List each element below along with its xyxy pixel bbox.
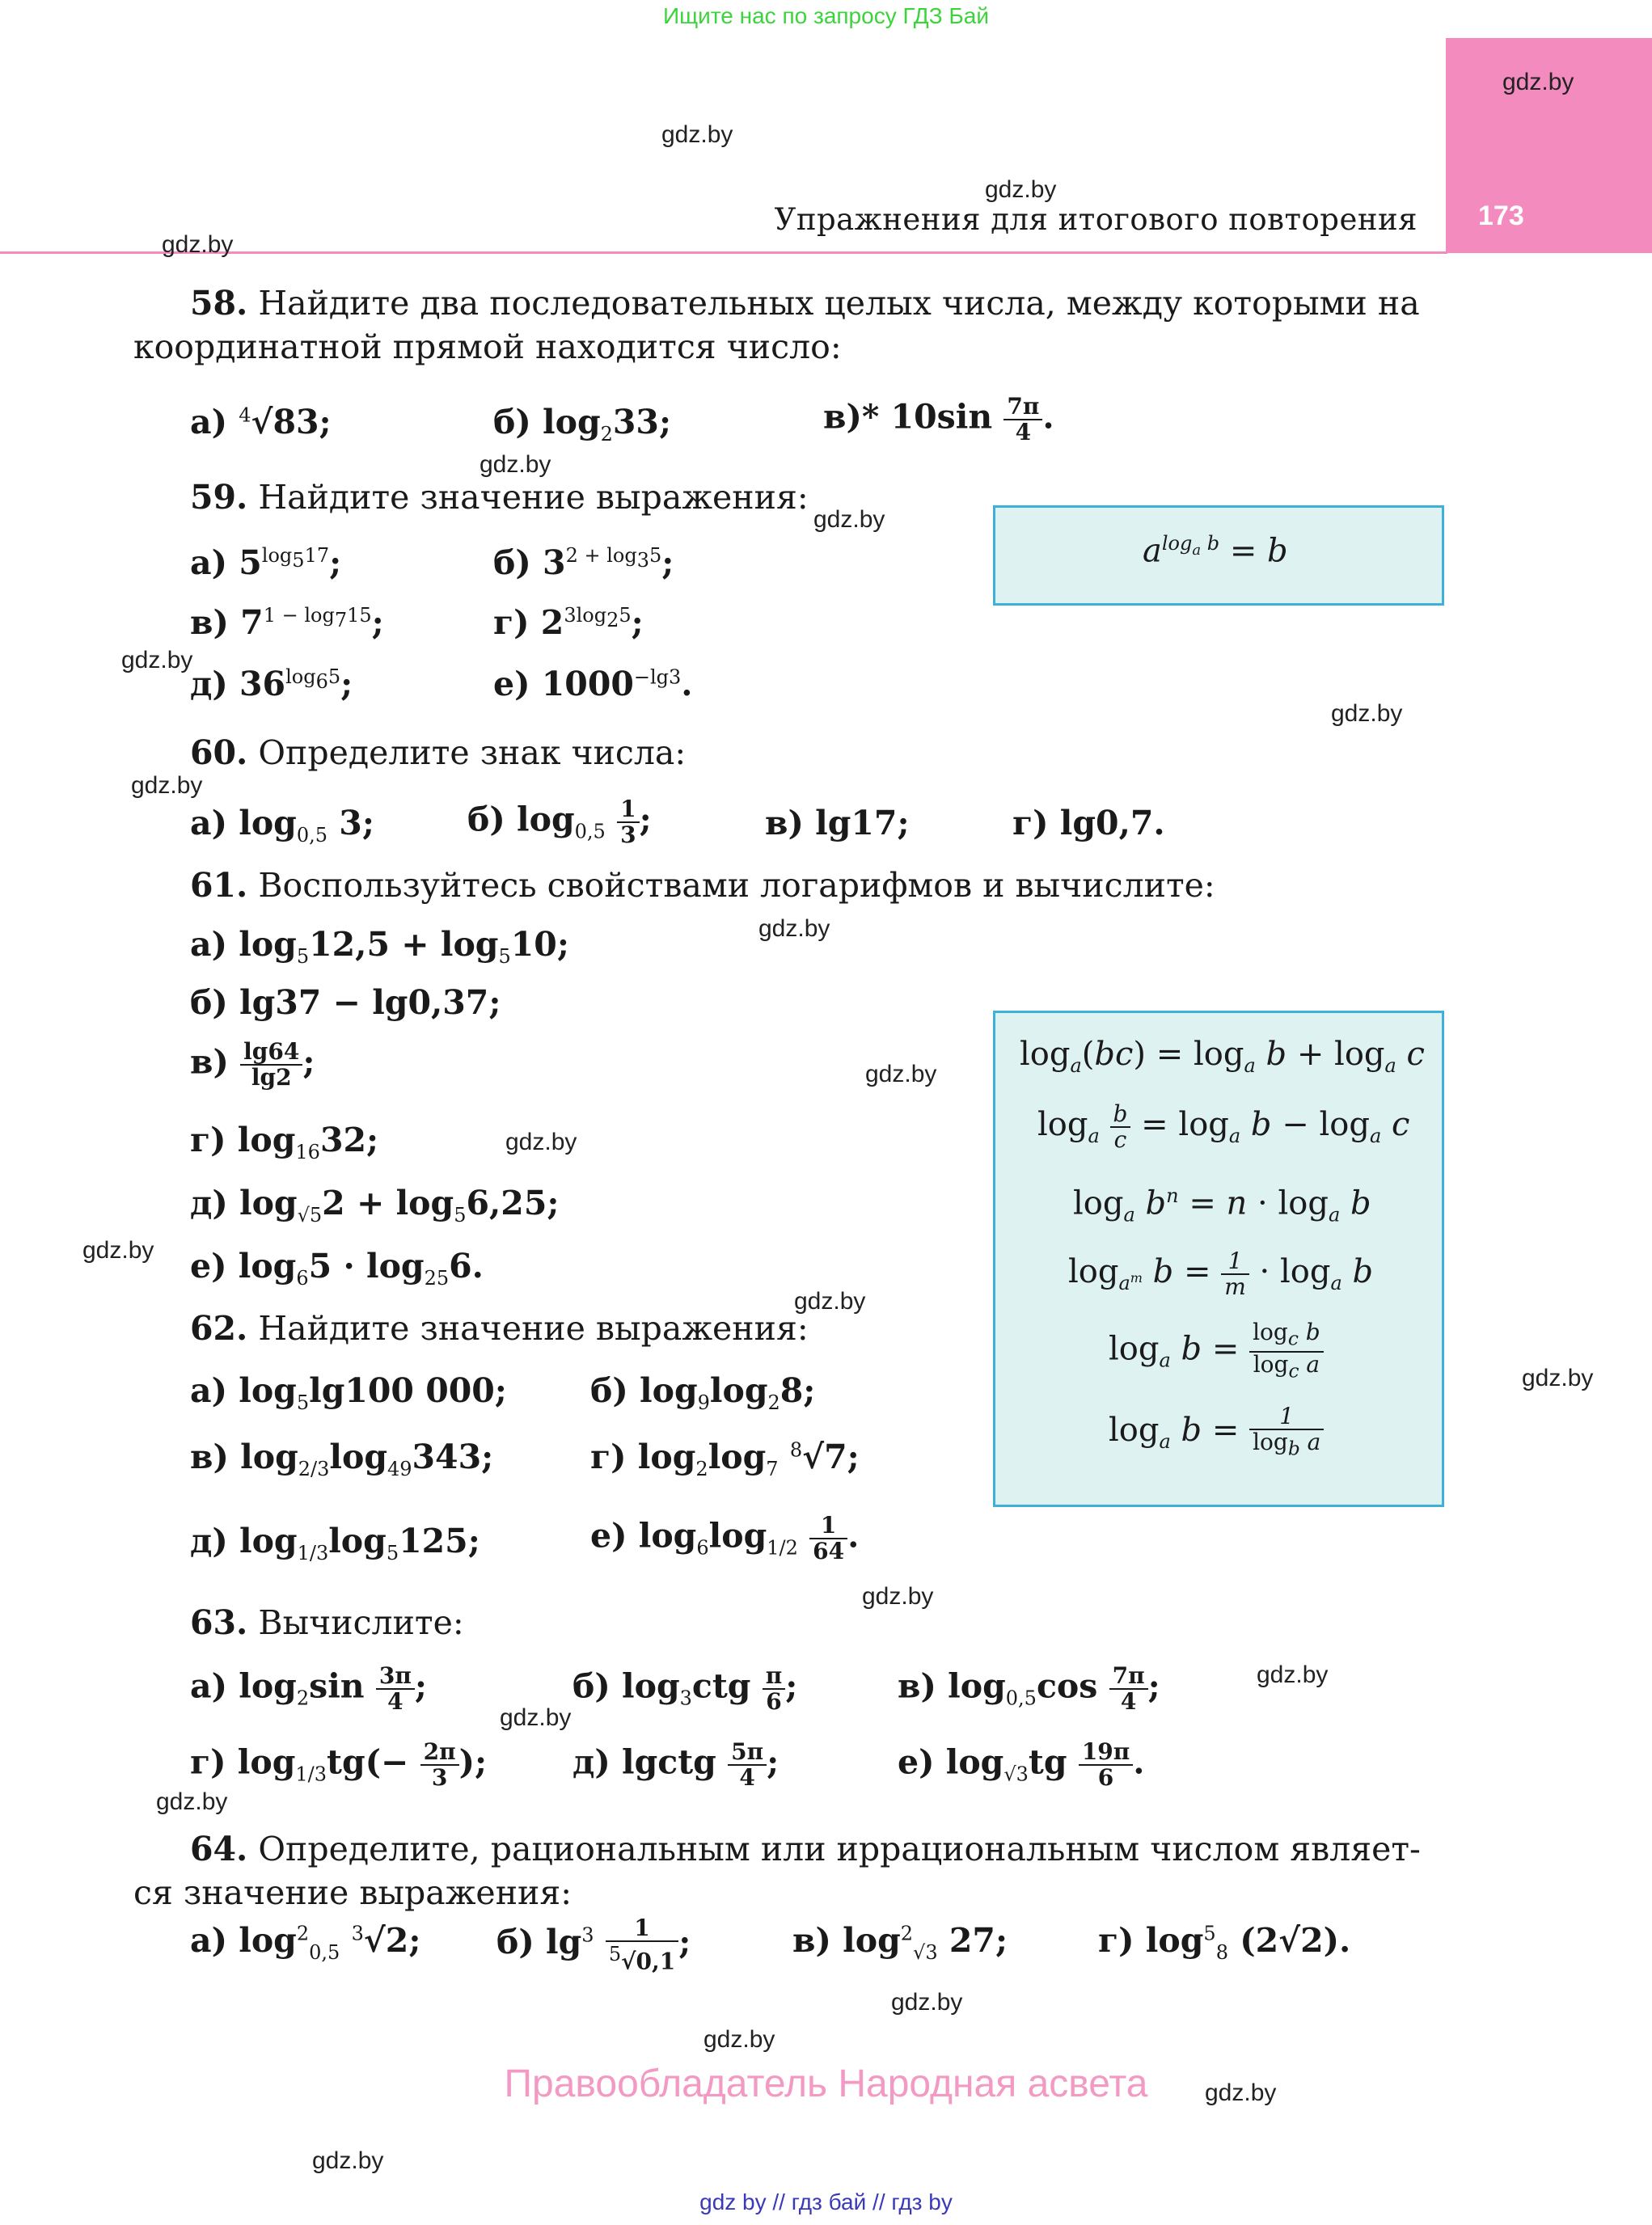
ex63-d: д) lgctg $\frac{5\pi}{4}$ ; (572, 1738, 780, 1791)
watermark: gdz.by (156, 1788, 228, 1815)
ex62-text: Найдите значение выражения: (258, 1309, 809, 1348)
ex59-e: е) $1000^{-lg3}$. (493, 665, 693, 703)
ex59-g: г) $2^{3log_25}$; (493, 603, 644, 642)
ex59-a: а) $5^{log_517}$; (190, 543, 342, 582)
ex62-g: г) $\log_2\log_7$ $^8$√7; (590, 1438, 860, 1481)
ex61-e: е) $\log_65 \cdot \log_{25}6$. (190, 1247, 484, 1290)
ex61-heading (190, 863, 1215, 907)
ex64-line1 (190, 1827, 1421, 1871)
watermark: gdz.by (1205, 2079, 1277, 2106)
ex59-text: Найдите значение выражения: (258, 478, 809, 517)
property-change-base: $\log_a b$ = $\frac{\log_c b}{\log_c a}$ (1109, 1320, 1324, 1383)
watermark: gdz.by (121, 647, 193, 673)
watermark: gdz.by (985, 176, 1057, 203)
ex62-d: д) $\log_{1/3}\log_5125$; (190, 1522, 480, 1565)
ex61-d: д) $\log_{√5}2 + \log_56,25$; (190, 1184, 560, 1227)
ex64-line2: ся значение выражения: (133, 1873, 572, 1912)
watermark: gdz.by (1257, 1661, 1329, 1688)
ex59-d: д) $36^{log_65}$; (190, 665, 353, 703)
property-power: $\log_a b^n = n \cdot \log_a b$ (1073, 1184, 1371, 1226)
ex59-heading (190, 475, 809, 519)
ex63-number: 63. (190, 1603, 248, 1642)
watermark: gdz.by (312, 2147, 384, 2174)
ex58-a: а) $^4$√83; (190, 403, 332, 441)
watermark: gdz.by (82, 1237, 154, 1264)
ex63-b: б) $\log_3ctg$ $\frac{\pi}{6}$ ; (572, 1662, 798, 1715)
ex64-text: Определите, рациональным или иррациональным числом являет- (258, 1830, 1421, 1868)
ex64-number: 64. (190, 1830, 248, 1868)
ex60-b: б) $\log_{0,5}$ $\frac{1}{3}$ ; (467, 796, 652, 848)
copyright-notice: Правообладатель Народная асвета (504, 2062, 1148, 2105)
ex60-number: 60. (190, 733, 248, 772)
ex63-g: г) $\log_{1/3}tg(-$ $\frac{2\pi}{3}$ ); (190, 1738, 488, 1791)
footer-links[interactable]: gdz by // гдз бай // гдз by (699, 2189, 953, 2214)
ex64-v: в) $\log^2_{√3} 27$; (792, 1921, 1008, 1965)
ex60-text: Определите знак числа: (258, 733, 687, 772)
ex61-b: б) lg37 − lg0,37; (190, 983, 501, 1022)
ex62-v: в) $\log_{2/3}\log_{49}343$; (190, 1438, 494, 1481)
watermark: gdz.by (758, 915, 830, 942)
ex62-heading (190, 1307, 809, 1350)
watermark: gdz.by (131, 772, 203, 799)
ex58-text: Найдите два последовательных целых числа, между которыми на (258, 284, 1420, 323)
watermark: gdz.by (703, 2026, 775, 2053)
ex58-b: б) $\log_233$; (493, 403, 672, 446)
property-quotient: $\log_a$ $\frac{b}{c}$ = $\log_a b - \log_a c$ (1037, 1100, 1410, 1153)
watermark: gdz.by (862, 1583, 934, 1610)
ex62-number: 62. (190, 1309, 248, 1348)
ex60-g: г) lg0,7. (1012, 804, 1165, 842)
property-reciprocal: $\log_a b$ = $\frac{1}{\log_b a}$ (1109, 1404, 1324, 1461)
ex61-v: в) $\frac{\lg 64}{\lg 2}$ ; (190, 1038, 315, 1091)
watermark: gdz.by (891, 1989, 963, 2016)
ex58-line2: координатной прямой находится число: (133, 327, 842, 366)
ex61-number: 61. (190, 866, 248, 905)
property-base-power: $\log_{a^m} b$ = $\frac{1}{m}$ · $\log_a b$ (1068, 1248, 1374, 1300)
watermark: gdz.by (1522, 1365, 1594, 1391)
running-head: Упражнения для итогового повторения (774, 202, 1418, 237)
watermark: gdz.by (1331, 700, 1403, 727)
watermark: gdz.by (865, 1061, 937, 1087)
ex59-number: 59. (190, 478, 248, 517)
watermark: gdz.by (661, 121, 733, 148)
ex62-b: б) $\log_9\log_28$; (590, 1371, 816, 1415)
log-identity-box (993, 505, 1444, 606)
watermark: gdz.by (794, 1288, 866, 1315)
ex61-a: а) $\log_512,5 + \log_510$; (190, 925, 569, 969)
ex64-a: а) $\log^2_{0,5} ^3√2$; (190, 1921, 421, 1965)
watermark: gdz.by (1502, 69, 1574, 95)
log-identity-formula: $a^{log_a b} = b$ (1143, 532, 1288, 570)
watermark: gdz.by (813, 506, 885, 533)
ex61-text: Воспользуйтесь свойствами логарифмов и вычислите: (258, 866, 1215, 905)
ex64-g: г) $\log^5_8 (2√2)$. (1098, 1921, 1351, 1965)
ex58-number: 58. (190, 284, 248, 323)
ex63-text: Вычислите: (258, 1603, 464, 1642)
watermark: gdz.by (480, 451, 551, 478)
ex58-v: в)* 10sin $\frac{7\pi}{4}$ . (823, 393, 1054, 445)
log-properties-box (993, 1011, 1444, 1507)
top-note: Ищите нас по запросу ГДЗ Бай (662, 3, 990, 28)
ex61-g: г) $\log_{16}32$; (190, 1121, 379, 1164)
watermark: gdz.by (500, 1704, 572, 1731)
ex64-b: б) $\lg^3$ $\frac{1}{^5√0,1}$ ; (496, 1915, 691, 1975)
ex63-a: а) $\log_2\sin$ $\frac{3\pi}{4}$ ; (190, 1662, 427, 1715)
ex59-b: б) $3^{2 + log_35}$; (493, 543, 674, 582)
ex58-line1 (190, 281, 1420, 325)
ex63-heading (190, 1601, 464, 1644)
ex63-v: в) $\log_{0,5}\cos$ $\frac{7\pi}{4}$ ; (898, 1662, 1160, 1715)
ex60-a: а) $\log_{0,5} 3$; (190, 804, 374, 847)
ex62-a: а) $\log_5\lg 100$ 000; (190, 1371, 507, 1415)
ex62-e: е) $\log_6\log_{1/2}$ $\frac{1}{64}$ . (590, 1512, 860, 1564)
ex63-e: е) $\log_{√3}tg$ $\frac{19\pi}{6}$ . (898, 1738, 1145, 1791)
ex59-v: в) $7^{1 - log_715}$; (190, 603, 384, 642)
watermark: gdz.by (505, 1129, 577, 1155)
page-number: 173 (1478, 201, 1524, 231)
ex60-v: в) lg17; (765, 804, 910, 842)
watermark: gdz.by (162, 231, 234, 258)
ex60-heading (190, 731, 686, 775)
property-product: $\log_a(bc) = \log_a b + \log_a c$ (1020, 1036, 1425, 1077)
